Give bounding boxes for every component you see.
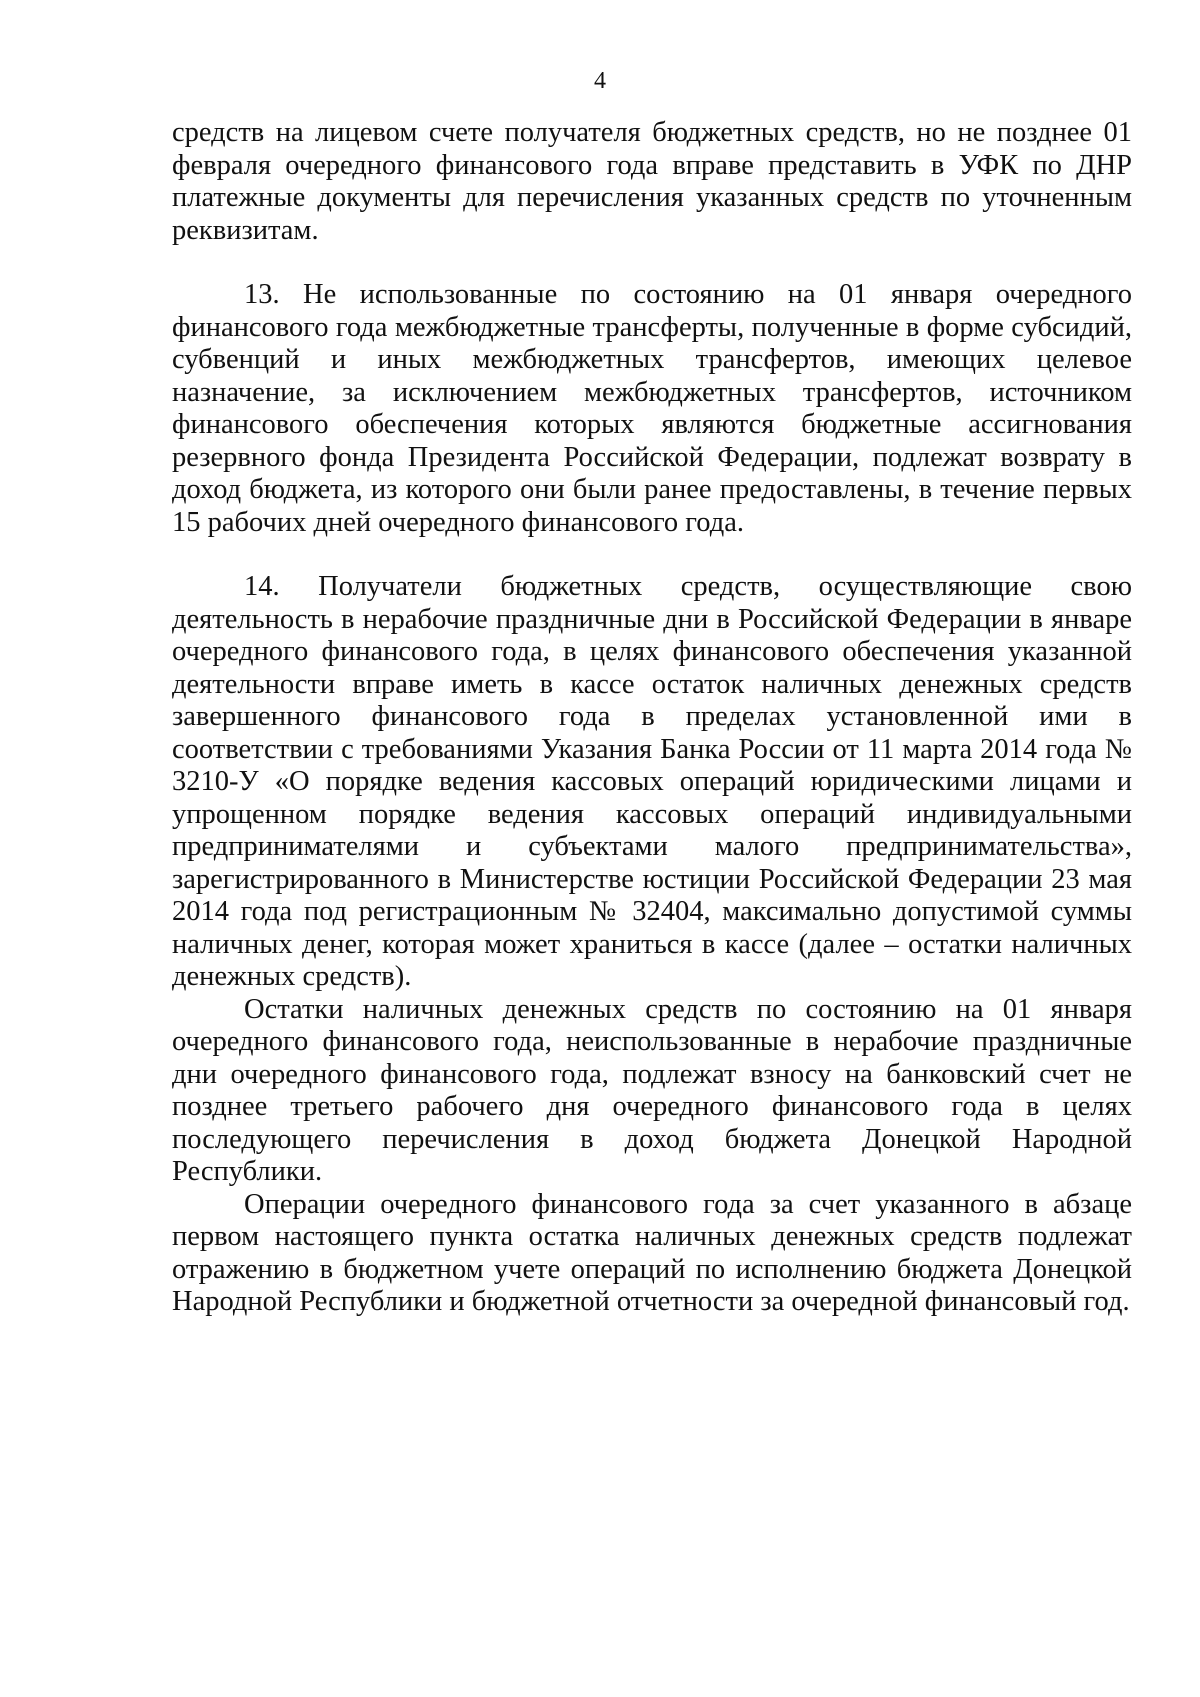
document-body (172, 117, 1132, 1319)
paragraph-item-14-part-3: Операции очередного финансового года за счет указанного в абзаце первом настоящего пункта остатка наличных денежных средств подлежат отражению в бюджетном учете операций по исполнению бюджета Донецкой Народной Республики и бюджетной отчетности за очередной финансовый год. (172, 1188, 1132, 1317)
page-number: 4 (594, 68, 606, 94)
paragraph-item-14-part-2: Остатки наличных денежных средств по состоянию на 01 января очередного финансового года, неиспользованные в нерабочие праздничные дни очередного финансового года, подлежат взносу на банковский счет не позднее третьего рабочего дня очередного финансового года в целях последующего перечисления в доход бюджета Донецкой Народной Республики. (172, 993, 1132, 1187)
paragraph-continuation: средств на лицевом счете получателя бюджетных средств, но не позднее 01 февраля очередного финансового года вправе представить в УФК по ДНР платежные документы для перечисления указанных средств по уточненным реквизитам. (172, 117, 1132, 246)
paragraph-item-13: 13. Не использованные по состоянию на 01 января очередного финансового года межбюджетные трансферты, полученные в форме субсидий, субвенций и иных межбюджетных трансфертов, имеющих целевое назначение, за исключением межбюджетных трансфертов, источником финансового обеспечения которых являются бюджетные ассигнования резервного фонда Президента Российской Федерации, подлежат возврату в доход бюджета, из которого они были ранее предоставлены, в течение первых 15 рабочих дней очередного финансового года. (172, 279, 1132, 538)
paragraph-item-14: 14. Получатели бюджетных средств, осуществляющие свою деятельность в нерабочие праздничные дни в Российской Федерации в январе очередного финансового года, в целях финансового обеспечения указанной деятельности вправе иметь в кассе остаток наличных денежных средств завершенного финансового года в пределах установленной ими в соответствии с требованиями Указания Банка России от 11 марта 2014 года № 3210-У «О порядке ведения кассовых операций юридическими лицами и упрощенном порядке ведения кассовых операций индивидуальными предпринимателями и субъектами малого предпринимательства», зарегистрированного в Министерстве юстиции Российской Федерации 23 мая 2014 года под регистрационным № 32404, максимально допустимой суммы наличных денег, которая может храниться в кассе (далее – остатки наличных денежных средств). (172, 571, 1132, 992)
